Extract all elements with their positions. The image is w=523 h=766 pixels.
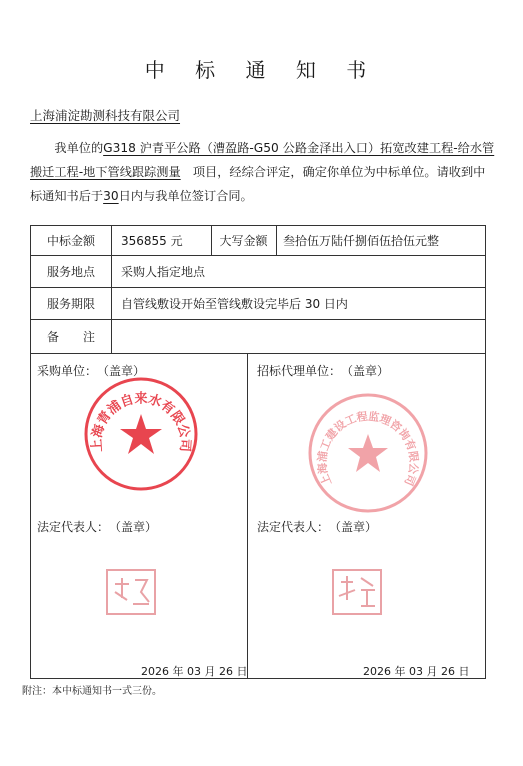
date-left: 2026 年 03 月 26 日 xyxy=(141,665,248,678)
row-service-period xyxy=(31,288,485,320)
project-name: G318 沪青平公路（漕盈路-G50 公路金泽出入口）拓宽改建工程-给水管搬迁工程-地下管线跟踪测量 xyxy=(30,141,495,179)
addressee: 上海浦淀勘测科技有限公司 xyxy=(30,108,181,123)
legal-rep-label-left: 法定代表人： （盖章） xyxy=(37,520,158,534)
service-location-label: 服务地点 xyxy=(46,265,95,279)
capital-amount-label: 大写金额 xyxy=(219,234,268,248)
agent-seal xyxy=(305,390,431,516)
days-value: 30 xyxy=(103,189,119,203)
capital-amount-value: 叁拾伍万陆仟捌佰伍拾伍元整 xyxy=(283,234,440,248)
purchaser-seal xyxy=(81,374,201,494)
award-table xyxy=(30,225,486,679)
legal-rep-signature-right xyxy=(331,568,383,616)
signature-area xyxy=(31,354,485,678)
service-location-value: 采购人指定地点 xyxy=(121,265,206,279)
bid-amount-value: 356855 元 xyxy=(121,234,183,248)
purchaser-label: 采购单位： （盖章） xyxy=(37,364,146,378)
document-title: 中 标 通 知 书 xyxy=(144,58,379,82)
body-prefix: 我单位的 xyxy=(54,141,104,155)
purchaser-seal-text: 上海青浦自来水有限公司 xyxy=(89,391,193,453)
legal-rep-signature-left xyxy=(105,568,157,616)
row-bid-amount xyxy=(31,226,485,256)
body-middle: 项目，经综合评定，确定你单位为中标单位。请收到中标通知书后于 xyxy=(30,165,486,203)
remarks-value xyxy=(121,320,481,353)
notice-body xyxy=(30,136,495,208)
footnote: 附注：本中标通知书一式三份。 xyxy=(22,686,162,697)
service-period-value: 自管线敷设开始至管线敷设完毕后 30 日内 xyxy=(121,297,348,311)
service-period-label: 服务期限 xyxy=(46,297,95,311)
legal-rep-label-right: 法定代表人： （盖章） xyxy=(257,520,378,534)
bid-amount-label: 中标金额 xyxy=(46,234,95,248)
body-suffix: 日内与我单位签订合同。 xyxy=(118,189,253,203)
agent-label: 招标代理单位： （盖章） xyxy=(257,364,390,378)
agent-seal-text: 上海浦工建设工程监理咨询有限公司 xyxy=(315,409,421,488)
row-service-location xyxy=(31,256,485,288)
date-right: 2026 年 03 月 26 日 xyxy=(363,665,470,678)
row-remarks xyxy=(31,320,485,354)
remarks-label: 备 注 xyxy=(46,330,95,344)
